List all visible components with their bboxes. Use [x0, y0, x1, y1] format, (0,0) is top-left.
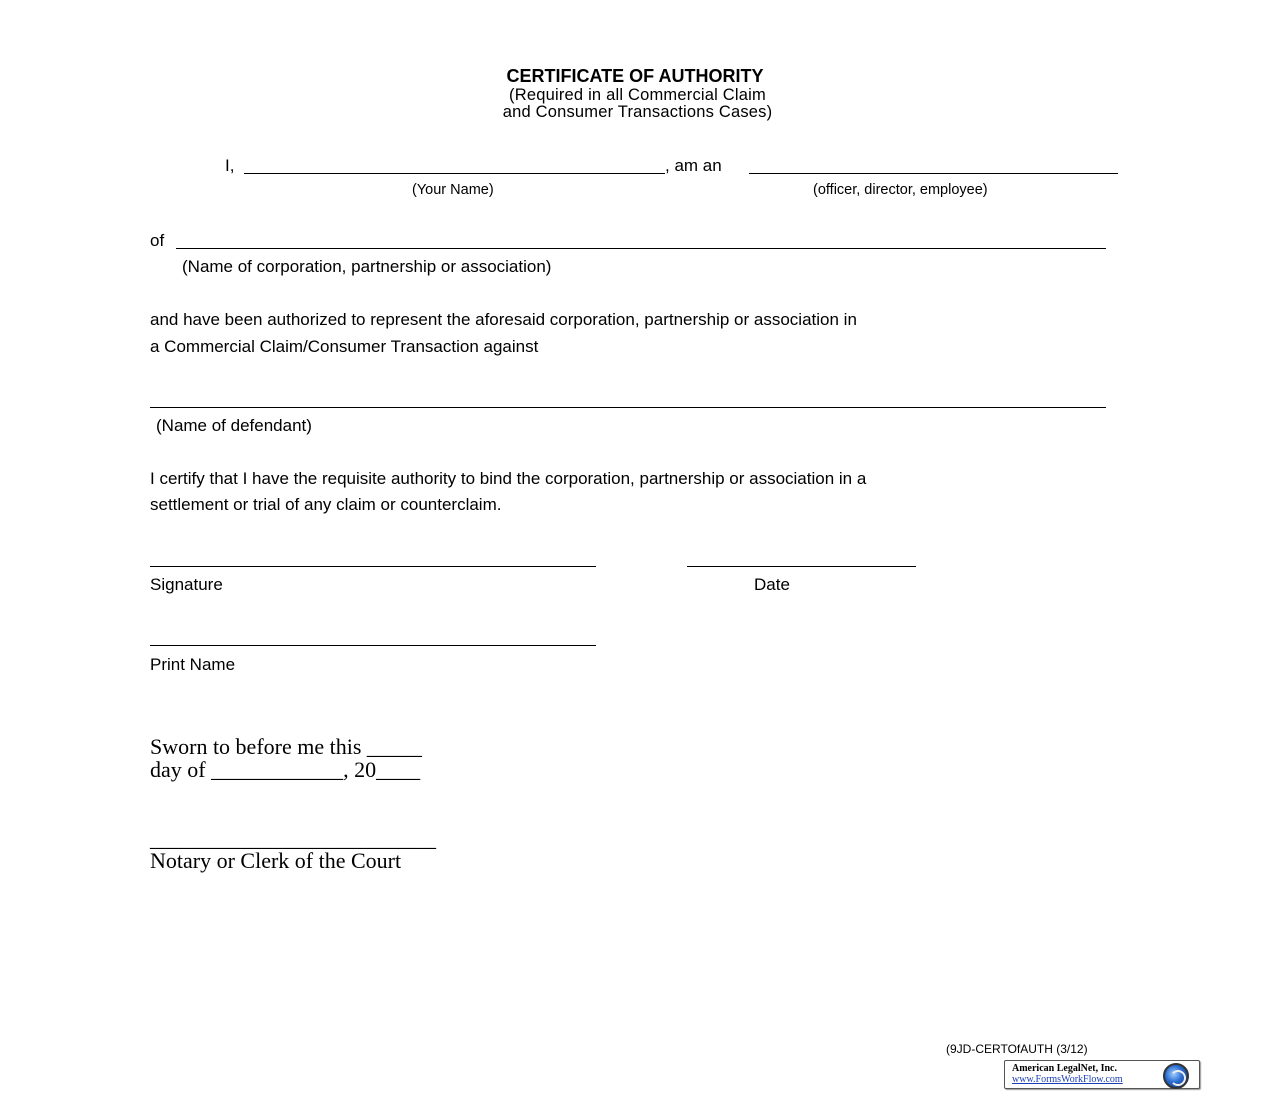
american-legalnet-logo[interactable] [1004, 1060, 1200, 1089]
notary-label: Notary or Clerk of the Court [150, 848, 402, 873]
certify-line1: I certify that I have the requisite authority to bind the corporation, partnership or association in a [150, 469, 867, 488]
form-code: (9JD-CERTOfAUTH (3/12) [946, 1042, 1088, 1056]
line2-prefix: of [150, 231, 165, 250]
signature-field[interactable] [150, 566, 596, 567]
globe-icon [1163, 1063, 1189, 1089]
defendant-name-field[interactable] [150, 407, 1106, 408]
document-subtitle-line2: and Consumer Transactions Cases) [502, 103, 773, 121]
corporation-name-field[interactable] [176, 248, 1106, 249]
authorization-line1: and have been authorized to represent the aforesaid corporation, partnership or association in [150, 310, 857, 329]
corporation-name-hint: (Name of corporation, partnership or association) [182, 257, 552, 276]
defendant-hint: (Name of defendant) [156, 416, 312, 435]
sworn-line1: Sworn to before me this _____ [150, 734, 422, 759]
signature-label: Signature [150, 575, 223, 594]
certify-line2: settlement or trial of any claim or counterclaim. [150, 495, 502, 514]
date-label: Date [754, 575, 790, 594]
your-name-field[interactable] [244, 173, 665, 174]
your-name-hint: (Your Name) [412, 182, 494, 198]
date-field[interactable] [687, 566, 916, 567]
notary-signature-field[interactable]: __________________________ [150, 826, 436, 851]
document-subtitle-line1: (Required in all Commercial Claim [509, 86, 766, 104]
line1-middle: , am an [665, 156, 722, 175]
role-hint: (officer, director, employee) [813, 182, 988, 198]
print-name-field[interactable] [150, 645, 596, 646]
role-field[interactable] [749, 173, 1118, 174]
logo-url-link[interactable]: www.FormsWorkFlow.com [1012, 1074, 1123, 1085]
document-title: CERTIFICATE OF AUTHORITY [506, 66, 764, 86]
authorization-line2: a Commercial Claim/Consumer Transaction against [150, 337, 539, 356]
line1-prefix: I, [225, 156, 235, 175]
logo-company: American LegalNet, Inc. [1012, 1063, 1117, 1074]
sworn-line2: day of ____________, 20____ [150, 757, 421, 782]
print-name-label: Print Name [150, 655, 236, 674]
